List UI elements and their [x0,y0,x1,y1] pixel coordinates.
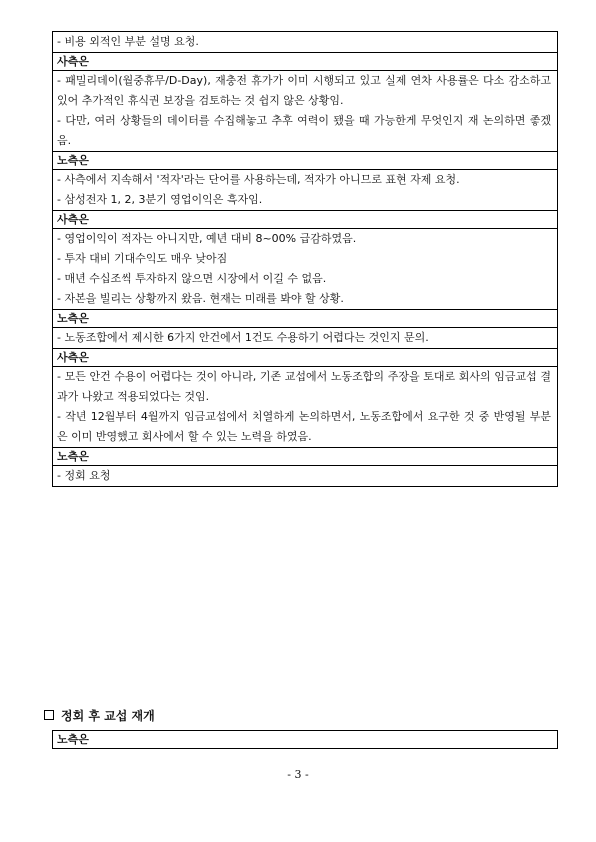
section-title: 정회 후 교섭 재개 [61,708,155,723]
speaker-label: 사측은 [53,349,558,367]
speaker-label: 노측은 [53,448,558,466]
section-heading [44,706,155,724]
statement-cell [53,71,558,152]
speaker-row [53,731,558,749]
statement-line: - 비용 외적인 부분 설명 요청. [57,35,199,48]
page-number: - 3 - [287,768,309,781]
statement-line: - 삼성전자 1, 2, 3분기 영업이익은 흑자임. [57,193,263,206]
statement-line: - 모든 안건 수용이 어렵다는 것이 아니라, 기존 교섭에서 노동조합의 주장을 토대로 회사의 임금교섭 결과가 나왔고 적용되었다는 것임. [57,370,551,403]
speaker-label: 노측은 [53,310,558,328]
speaker-row [53,152,558,170]
statement-line: - 자본을 빌리는 상황까지 왔음. 현재는 미래를 봐야 할 상황. [57,292,344,305]
speaker-row [53,310,558,328]
statement-line: - 작년 12월부터 4월까지 임금교섭에서 치열하게 논의하면서, 노동조합에서 요구한 것 중 반영될 부분은 이미 반영했고 회사에서 할 수 있는 노력을 하였음. [57,410,551,443]
statement-line: - 정회 요청 [57,469,111,482]
speaker-row [53,53,558,71]
statement-line: - 영업이익이 적자는 아니지만, 예년 대비 8~00% 급감하였음. [57,232,357,245]
statement-row [53,229,558,310]
statement-line: - 사측에서 지속해서 '적자'라는 단어를 사용하는데, 적자가 아니므로 표현 자제 요청. [57,173,460,186]
statement-line: - 패밀리데이(월중휴무/D-Day), 재충전 휴가가 이미 시행되고 있고 실제 연차 사용률은 다소 감소하고 있어 추가적인 휴식권 보장을 검토하는 것 쉽지 않은 상황임. [57,74,551,107]
checkbox-square-icon [44,710,54,720]
statement-row [53,71,558,152]
statement-cell [53,32,558,53]
speaker-label: 노측은 [53,152,558,170]
speaker-row [53,349,558,367]
statement-line: - 매년 수십조씩 투자하지 않으면 시장에서 이길 수 없음. [57,272,327,285]
statement-cell [53,170,558,211]
statement-line: - 다만, 여러 상황들의 데이터를 수집해놓고 추후 여력이 됐을 때 가능한게 무엇인지 재 논의하면 좋겠음. [57,114,551,147]
speaker-label: 노측은 [53,731,558,749]
speaker-row [53,448,558,466]
statement-row [53,367,558,448]
statement-line: - 투자 대비 기대수익도 매우 낮아짐 [57,252,228,265]
speaker-row [53,211,558,229]
statement-row [53,170,558,211]
statement-cell [53,367,558,448]
resume-table [52,730,558,749]
statement-row [53,466,558,487]
minutes-table [52,31,558,487]
statement-cell [53,229,558,310]
statement-cell [53,328,558,349]
speaker-label: 사측은 [53,53,558,71]
statement-row [53,32,558,53]
statement-row [53,328,558,349]
statement-cell [53,466,558,487]
statement-line: - 노동조합에서 제시한 6가지 안건에서 1건도 수용하기 어렵다는 것인지 문의. [57,331,429,344]
speaker-label: 사측은 [53,211,558,229]
